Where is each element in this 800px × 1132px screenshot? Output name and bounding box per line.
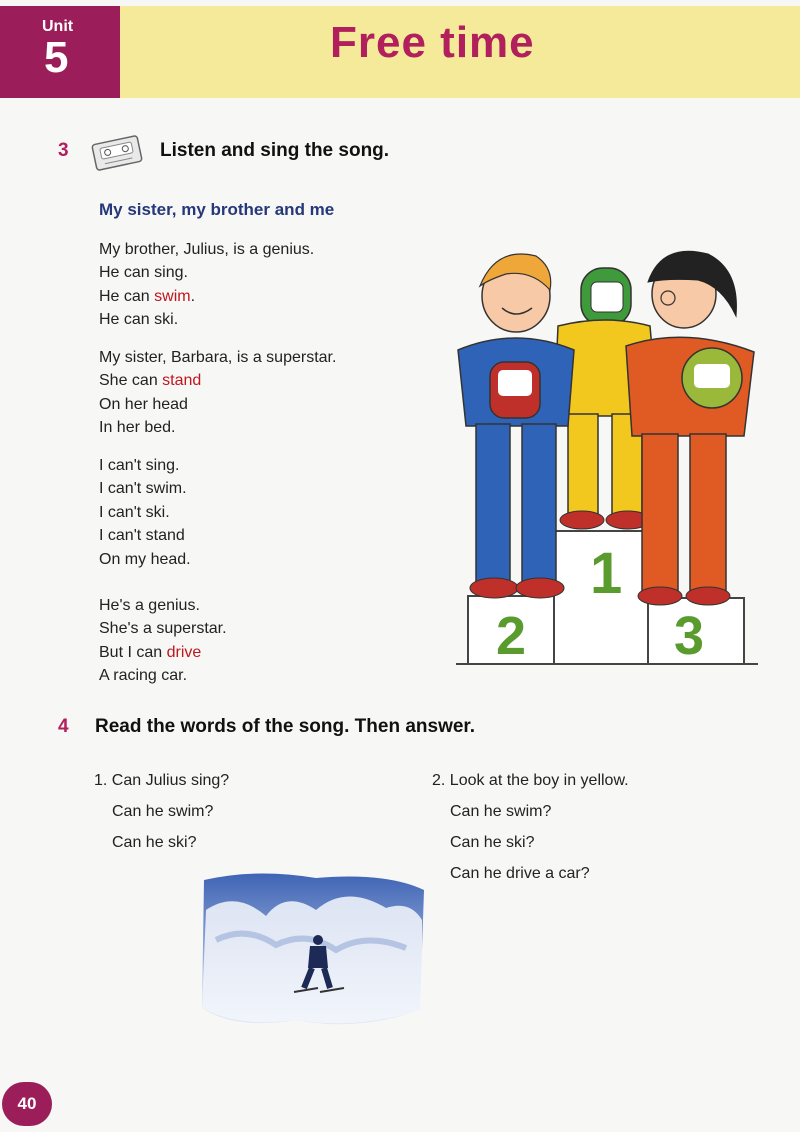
exercise-4-instruction: Read the words of the song. Then answer.	[95, 716, 476, 737]
verse-line: In her bed.	[99, 419, 176, 437]
highlighted-word: stand	[162, 372, 202, 390]
verse-line: My brother, Julius, is a genius.	[99, 241, 315, 258]
verse-line	[99, 285, 314, 308]
question-2-sub: Can he drive a car?	[450, 865, 590, 882]
verse-line: He's a genius.	[99, 597, 200, 614]
unit-label: Unit	[42, 18, 74, 35]
orange-figure	[626, 251, 754, 605]
verse-line: A racing car.	[99, 667, 188, 685]
verse-2	[99, 346, 336, 440]
exercise-3-instruction: Listen and sing the song.	[160, 140, 390, 161]
verse-line: I can't sing.	[99, 457, 180, 474]
question-1: 1. Can Julius sing?	[94, 772, 230, 789]
verse-line: My sister, Barbara, is a superstar.	[99, 349, 337, 366]
verse-text: .	[190, 287, 196, 305]
question-2-sub: Can he ski?	[450, 834, 535, 851]
podium-number-3: 3	[674, 606, 705, 666]
verse-1	[99, 238, 314, 332]
verse-line: I can't stand	[99, 527, 185, 545]
verse-line	[99, 369, 336, 392]
verse-4	[99, 594, 227, 688]
podium-illustration	[436, 246, 766, 678]
verse-line: He can ski.	[99, 311, 179, 329]
verse-line: On her head	[99, 395, 188, 413]
verse-3	[99, 454, 191, 571]
verse-line: He can sing.	[99, 264, 188, 282]
podium-number-2: 2	[496, 606, 527, 666]
question-1-sub: Can he ski?	[112, 834, 197, 851]
verse-line: On my head.	[99, 550, 191, 568]
skier-photo	[196, 870, 428, 1030]
verse-line: I can't swim.	[99, 480, 187, 498]
verse-line	[99, 641, 227, 664]
unit-number: 5	[44, 33, 69, 82]
question-2: 2. Look at the boy in yellow.	[432, 772, 629, 789]
verse-text: But I can	[99, 643, 167, 661]
exercise-4-number: 4	[58, 716, 69, 737]
verse-text: He can	[99, 287, 155, 305]
page-title: Free time	[330, 18, 535, 67]
highlighted-word: drive	[166, 643, 202, 661]
unit-badge	[0, 6, 120, 98]
song-title: My sister, my brother and me	[99, 200, 335, 219]
verse-line: I can't ski.	[99, 503, 170, 521]
exercise-3-number: 3	[58, 140, 69, 161]
podium-number-1: 1	[590, 541, 623, 606]
question-1-sub: Can he swim?	[112, 803, 214, 820]
blue-figure	[458, 254, 574, 598]
verse-text: She can	[99, 372, 163, 390]
cassette-icon	[88, 134, 146, 172]
question-2-sub: Can he swim?	[450, 803, 552, 820]
highlighted-word: swim	[154, 287, 191, 305]
verse-line: She's a superstar.	[99, 620, 227, 638]
page-number: 40	[2, 1082, 52, 1126]
